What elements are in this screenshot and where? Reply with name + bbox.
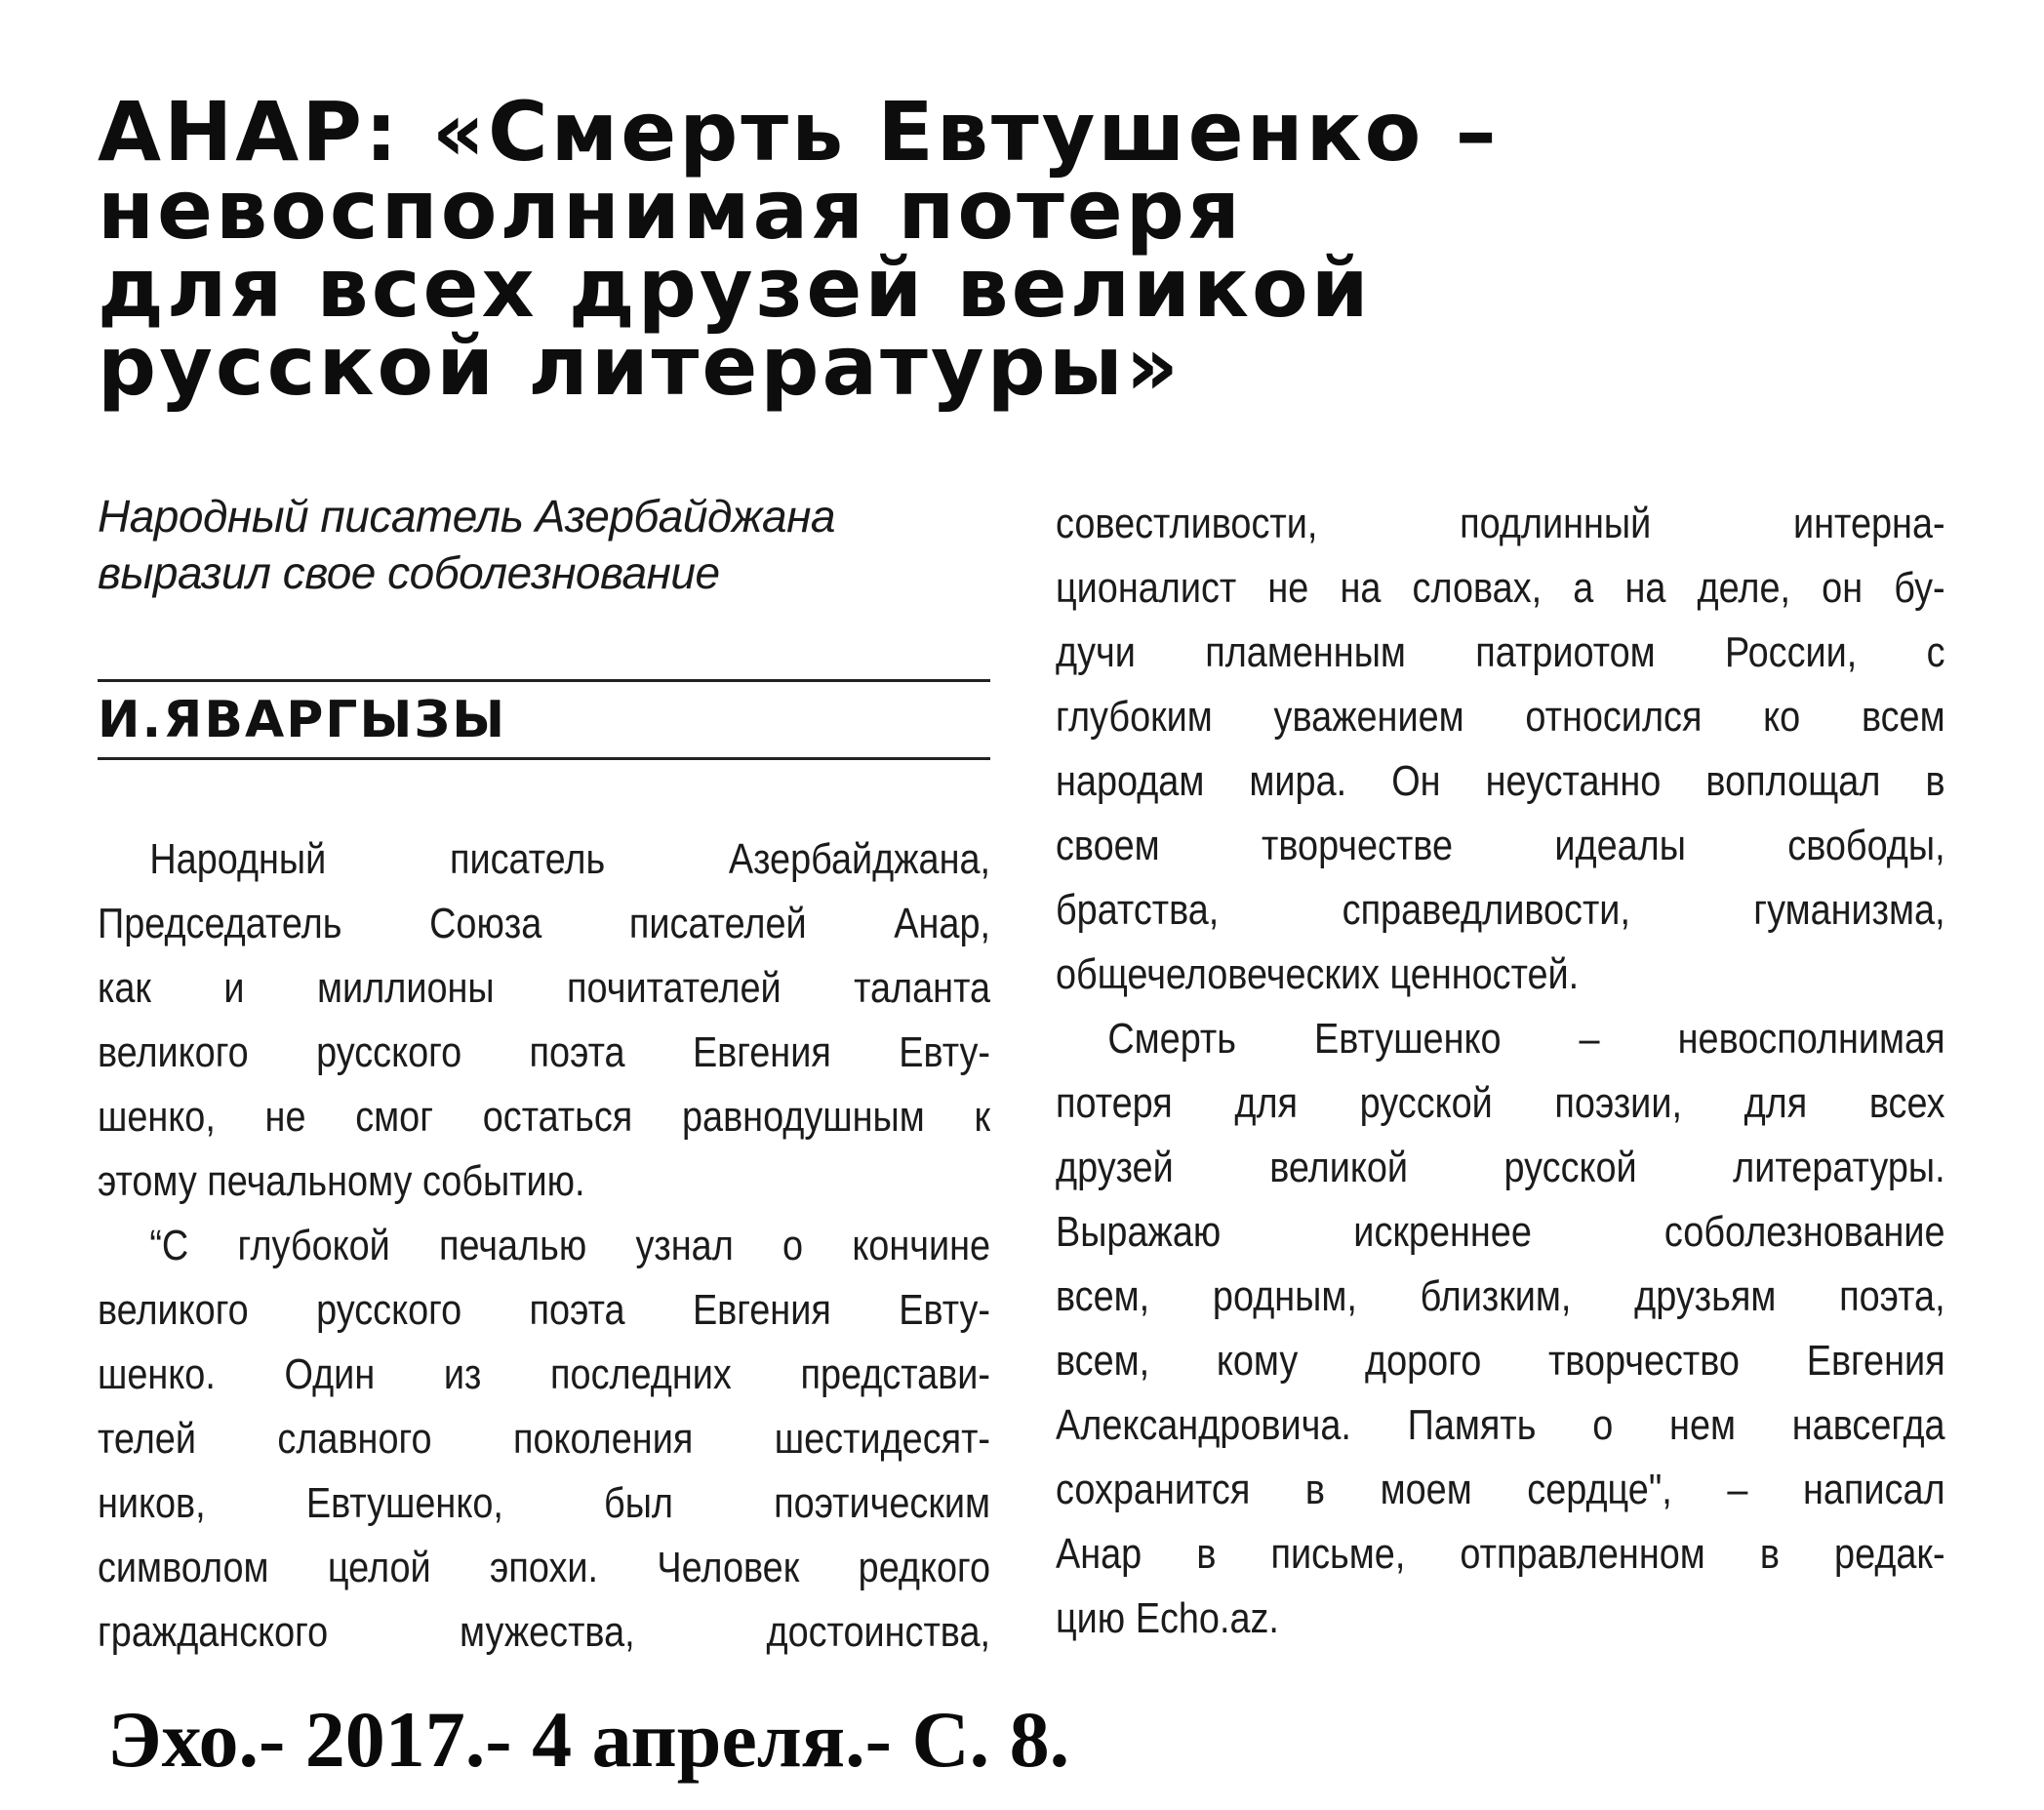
headline-line: АНАР: «Смерть Евтушенко – <box>98 84 1500 180</box>
headline-line: невосполнимая потеря <box>98 162 1243 258</box>
text-line: как и миллионы почитателей таланта <box>98 964 991 1012</box>
text-line: Смерть Евтушенко – невосполнимая <box>1107 1015 1945 1063</box>
text-line: ников, Евтушенко, был поэтическим <box>98 1479 991 1527</box>
text-line: великого русского поэта Евгения Евту- <box>98 1286 991 1334</box>
text-line: символом целой эпохи. Человек редкого <box>98 1544 991 1591</box>
lead-line: выразил свое соболезнование <box>98 547 720 598</box>
text-line: совестливости, подлинный интерна- <box>1056 500 1945 547</box>
text-line: Александровича. Память о нем навсегда <box>1056 1401 1945 1449</box>
text-line: дучи пламенным патриотом России, с <box>1056 628 1945 676</box>
byline-bottom-rule <box>98 757 990 760</box>
byline-top-rule <box>98 679 990 682</box>
text-line: всем, кому дорого творчество Евгения <box>1056 1337 1945 1385</box>
headline-line: для всех друзей великой <box>98 240 1372 336</box>
text-line: всем, родным, близким, друзьям поэта, <box>1056 1272 1945 1320</box>
text-line: потеря для русской поэзии, для всех <box>1056 1079 1945 1127</box>
text-line: друзей великой русской литературы. <box>1056 1144 1945 1191</box>
article-column-right <box>1056 492 1945 1651</box>
text-line: Анар в письме, отправленном в редак- <box>1056 1530 1945 1578</box>
source-citation: Эхо.- 2017.- 4 апреля.- С. 8. <box>107 1695 1070 1784</box>
text-line: “С глубокой печалью узнал о кончине <box>149 1222 991 1269</box>
article-column-left <box>98 827 991 1665</box>
lead-line: Народный писатель Азербайджана <box>98 491 835 542</box>
text-line: Народный писатель Азербайджана, <box>149 835 991 883</box>
text-line: гражданского мужества, достоинства, <box>98 1608 991 1656</box>
text-line: шенко. Один из последних представи- <box>98 1350 991 1398</box>
article-headline <box>98 84 1951 414</box>
text-line: Председатель Союза писателей Анар, <box>98 900 991 947</box>
text-line: шенко, не смог остаться равнодушным к <box>98 1093 991 1141</box>
text-line: Выражаю искреннее соболезнование <box>1056 1208 1945 1256</box>
headline-line: русской литературы» <box>98 318 1182 414</box>
author-byline: И.ЯВАРГЫЗЫ <box>98 691 507 749</box>
text-line: ционалист не на словах, а на деле, он бу- <box>1056 564 1945 612</box>
text-line: телей славного поколения шестидесят- <box>98 1415 991 1463</box>
text-line: великого русского поэта Евгения Евту- <box>98 1028 991 1076</box>
text-line: общечеловеческих ценностей. <box>1056 950 1580 998</box>
text-line: народам мира. Он неустанно воплощал в <box>1056 757 1945 805</box>
text-line: сохранится в моем сердце", – написал <box>1056 1466 1945 1513</box>
text-line: своем творчестве идеалы свободы, <box>1056 822 1945 869</box>
text-line: глубоким уважением относился ко всем <box>1056 693 1945 741</box>
text-line: братства, справедливости, гуманизма, <box>1056 886 1945 934</box>
text-line: цию Echo.az. <box>1056 1594 1279 1642</box>
article-lead <box>98 488 995 601</box>
text-line: этому печальному событию. <box>98 1157 585 1205</box>
